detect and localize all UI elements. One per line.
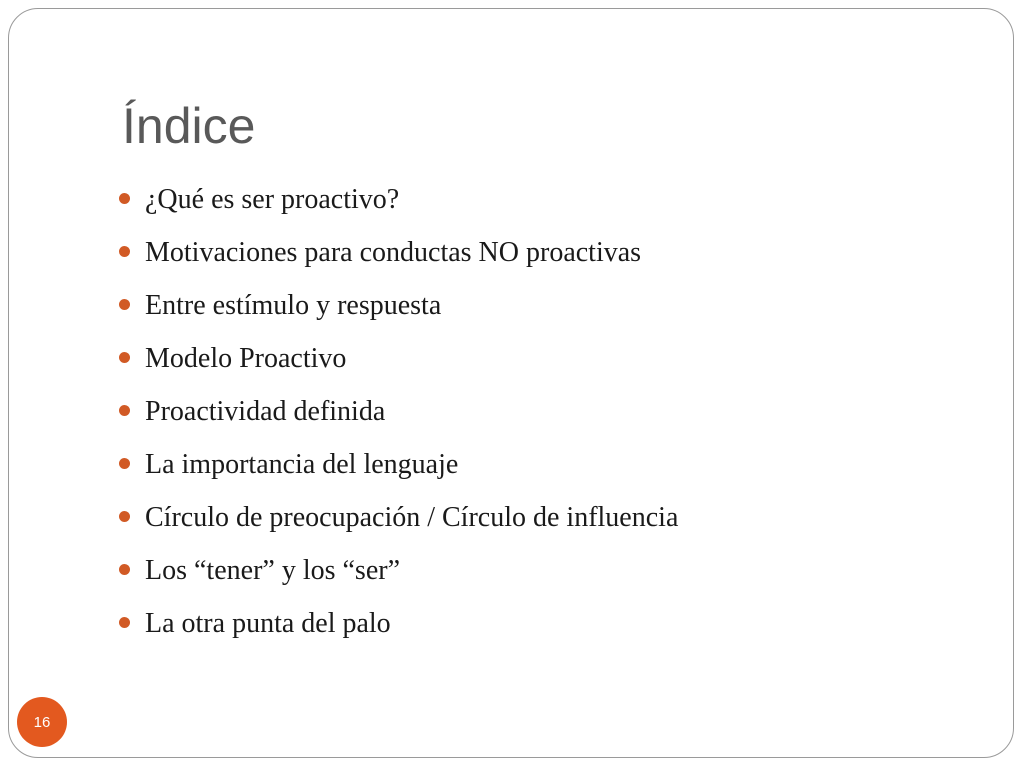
bullet-text: ¿Qué es ser proactivo? xyxy=(145,183,400,215)
bullet-dot-icon xyxy=(119,458,130,469)
bullet-dot-icon xyxy=(119,617,130,628)
slide-title: Índice xyxy=(122,98,256,154)
bullet-dot-icon xyxy=(119,193,130,204)
bullet-dot-icon xyxy=(119,405,130,416)
page-number-badge xyxy=(17,697,67,747)
list-item xyxy=(119,332,678,385)
bullet-text: Entre estímulo y respuesta xyxy=(145,289,442,321)
bullet-dot-icon xyxy=(119,299,130,310)
bullet-dot-icon xyxy=(119,246,130,257)
bullet-list xyxy=(119,173,678,650)
list-item xyxy=(119,544,678,597)
list-item xyxy=(119,491,678,544)
bullet-text: La importancia del lenguaje xyxy=(145,448,459,480)
bullet-dot-icon xyxy=(119,511,130,522)
bullet-text: Modelo Proactivo xyxy=(145,342,347,374)
list-item xyxy=(119,385,678,438)
list-item xyxy=(119,173,678,226)
bullet-text: Círculo de preocupación / Círculo de influencia xyxy=(145,501,679,533)
list-item xyxy=(119,279,678,332)
bullet-text: Los “tener” y los “ser” xyxy=(145,554,400,586)
page-number: 16 xyxy=(33,713,51,731)
bullet-text: Motivaciones para conductas NO proactivas xyxy=(145,236,642,268)
bullet-dot-icon xyxy=(119,352,130,363)
bullet-text: Proactividad definida xyxy=(145,395,386,427)
list-item xyxy=(119,226,678,279)
list-item xyxy=(119,597,678,650)
list-item xyxy=(119,438,678,491)
slide-frame xyxy=(8,8,1014,758)
bullet-text: La otra punta del palo xyxy=(145,607,391,639)
bullet-dot-icon xyxy=(119,564,130,575)
